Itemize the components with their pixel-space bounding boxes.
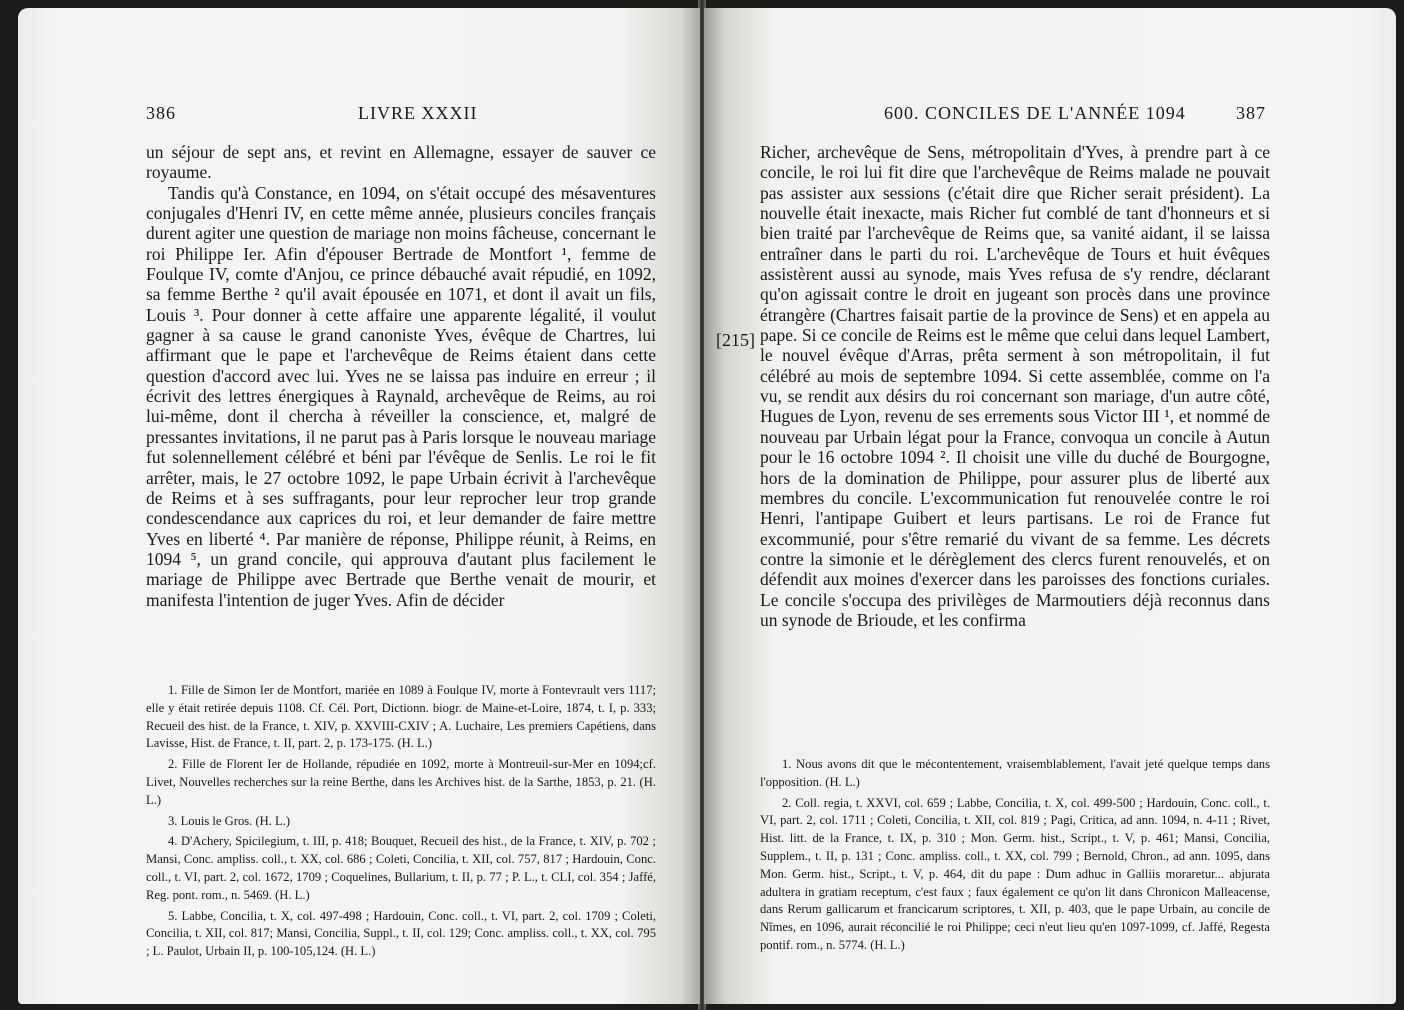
left-paragraph-1: un séjour de sept ans, et revint en Allemagne, essayer de sauver ce royaume.: [146, 142, 656, 183]
right-running-title: 600. CONCILES DE L'ANNÉE 1094: [884, 103, 1186, 123]
left-footnotes: [146, 682, 656, 964]
left-footnote-5: 5. Labbe, Concilia, t. X, col. 497-498 ; Hardouin, Conc. coll., t. VI, part. 2, col. 1709 ; Coleti, Concilia, t. XII, col. 817; Mansi, Concilia, Suppl., t. II, col. 129; Conc. ampliss. coll., t. XX, col. 795 ; L. Paulot, Urbain II, p. 100-105,124. (H. L.): [146, 908, 656, 959]
left-page: [18, 8, 700, 1004]
right-paragraph-1: Richer, archevêque de Sens, métropolitain d'Yves, à prendre part à ce concile, le roi lui fit dire que l'archevêque de Reims malade ne pouvait pas assister aux sessions (c'était dire que Richer serait président). La nouvelle était inexacte, mais Richer fut comblé de tant d'honneurs et si bien traité par l'archevêque de Reims que, sa vanité aidant, il se laissa entraîner dans le parti du roi. L'archevêque de Tours et huit évêques assistèrent aussi au synode, mais Yves refusa de s'y rendre, déclarant qu'on agissait contre le droit en jugeant son procès dans une province étrangère (Chartres faisait partie de la province de Sens) et en appela au pape. Si ce concile de Reims est le même que celui dans lequel Lambert, le nouvel évêque d'Arras, prêta serment à son métropolitain, il fut célébré au mois de septembre 1094. Si cette assemblée, comme on l'a vu, se rendit aux désirs du roi concernant son mariage, d'un autre côté, Hugues de Lyon, revenu de ses errements sous Victor III ¹, et nommé de nouveau par Urbain légat pour la France, convoqua un concile à Autun pour le 16 octobre 1094 ². Il choisit une ville du duché de Bourgogne, hors de la domination de Philippe, pour assurer plus de liberté aux membres du concile. L'excommunication fut renouvelée contre le roi Henri, l'antipape Guibert et leurs partisans. Le roi de France fut excommunié, pour s'être remarié du vivant de sa femme. Les décrets contre la simonie et le dérèglement des clercs furent renouvelés, et on défendit aux moines d'exercer dans les paroisses des fonctions curiales. Le concile s'occupa des privilèges de Marmoutiers déjà reconnus dans un synode de Brioude, et les confirma: [760, 142, 1270, 630]
left-footnote-3: 3. Louis le Gros. (H. L.): [168, 813, 291, 828]
left-footnote-2: 2. Fille de Florent Ier de Hollande, répudiée en 1092, morte à Montreuil-sur-Mer en 1094;cf. Livet, Nouvelles recherches sur la reine Berthe, dans les Archives hist. de la Sarthe, 1853, p. 21. (H. L.): [146, 757, 656, 807]
left-paragraph-2: Tandis qu'à Constance, en 1094, on s'était occupé des mésaventures conjugales d'Henri IV, en cette même année, plusieurs conciles français durent agiter une question de mariage non moins fâcheuse, concernant le roi Philippe Ier. Afin d'épouser Bertrade de Montfort ¹, femme de Foulque IV, comte d'Anjou, ce prince débauché avait répudié, en 1092, sa femme Berthe ² qu'il avait épousée en 1071, et dont il avait un fils, Louis ³. Pour donner à cette affaire une apparente légalité, il voulut gagner à sa cause le grand canoniste Yves, évêque de Chartres, lui affirmant que le pape et l'archevêque de Reims étaient dans cette question d'accord avec lui. Yves ne se laissa pas induire en erreur ; il écrivit des lettres énergiques à Raynald, archevêque de Reims, au roi lui-même, dont il chercha à réveiller la conscience, et, malgré de pressantes invitations, il ne parut pas à Paris lorsque le nouveau mariage fut solennellement célébré et béni par l'évêque de Senlis. Le roi le fit arrêter, mais, le 27 octobre 1092, le pape Urbain écrivit à l'archevêque de Reims et à ses suffragants, pour leur reprocher leur trop grande condescendance aux caprices du roi, et leur demander de faire mettre Yves en liberté ⁴. Par manière de réponse, Philippe réunit, à Reims, en 1094 ⁵, un grand concile, qui approuva d'autant plus facilement le mariage de Philippe avec Bertrade que Berthe venait de mourir, et manifesta l'intention de juger Yves. Afin de décider: [146, 182, 656, 610]
right-page: [704, 8, 1396, 1004]
margin-page-reference: [215]: [716, 330, 755, 350]
right-footnote-2: 2. Coll. regia, t. XXVI, col. 659 ; Labbe, Concilia, t. X, col. 499-500 ; Hardouin, Conc. coll., t. VI, part. 2, col. 1711 ; Coleti, Concilia, t. XII, col. 819 ; Pagi, Critica, ad ann. 1094, n. 4-11 ; Rivet, Hist. litt. de la France, t. IX, p. 310 ; Mon. Germ. hist., Script., t. V, p. 461; Mansi, Concilia, Supplem., t. II, p. 131 ; Conc. ampliss. coll., t. XX, col. 799 ; Bernold, Chron., ad ann. 1095, dans Mon. Germ. hist., Script., t. V, p. 464, dit du pape : Dum adhuc in Galliis moraretur... abjurata adultera in gratiam receptum, c'est faux ; faux également ce qu'on lit dans Chronicon Malleacense, dans Rerum gallicarum et francicarum scriptores, t. XII, p. 403, que le pape Urbain, au concile de Nîmes, en 1096, aurait réconcilié le roi Philippe; ceci n'eut lieu qu'en 1097-1099, cf. Jaffé, Regesta pontif. rom., n. 5774. (H. L.): [760, 795, 1270, 952]
left-page-number: 386: [146, 103, 176, 123]
right-footnotes: [760, 756, 1270, 958]
left-body-text: [146, 142, 656, 610]
right-body-text: [760, 142, 1270, 630]
left-footnote-4: 4. D'Achery, Spicilegium, t. III, p. 418; Bouquet, Recueil des hist., de la France, t. XIV, p. 702 ; Mansi, Conc. ampliss. coll., t. XX, col. 686 ; Coleti, Concilia, t. XII, col. 757, 817 ; Hardouin, Conc. coll., t. VI, part. 2, col. 1672, 1709 ; Coquelines, Bullarium, t. II, p. 77 ; P. L., t. CLI, col. 354 ; Jaffé, Reg. pont. rom., n. 5469. (H. L.): [146, 834, 656, 902]
right-footnote-1: 1. Nous avons dit que le mécontentement, vraisemblablement, l'avait jeté quelque temps dans l'opposition. (H. L.): [760, 757, 1270, 789]
left-footnote-1: 1. Fille de Simon Ier de Montfort, mariée en 1089 à Foulque IV, morte à Fontevrault vers 1117; elle y était retirée depuis 1108. Cf. Cél. Port, Dictionn. biogr. de Maine-et-Loire, 1874, t. I, p. 333; Recueil des hist. de la France, t. XIV, p. XXVIII-CXIV ; A. Luchaire, Les premiers Capétiens, dans Lavisse, Hist. de France, t. II, part. 2, p. 173-175. (H. L.): [146, 683, 656, 751]
right-page-number: 387: [1236, 103, 1266, 123]
left-running-title: LIVRE XXXII: [358, 103, 478, 123]
